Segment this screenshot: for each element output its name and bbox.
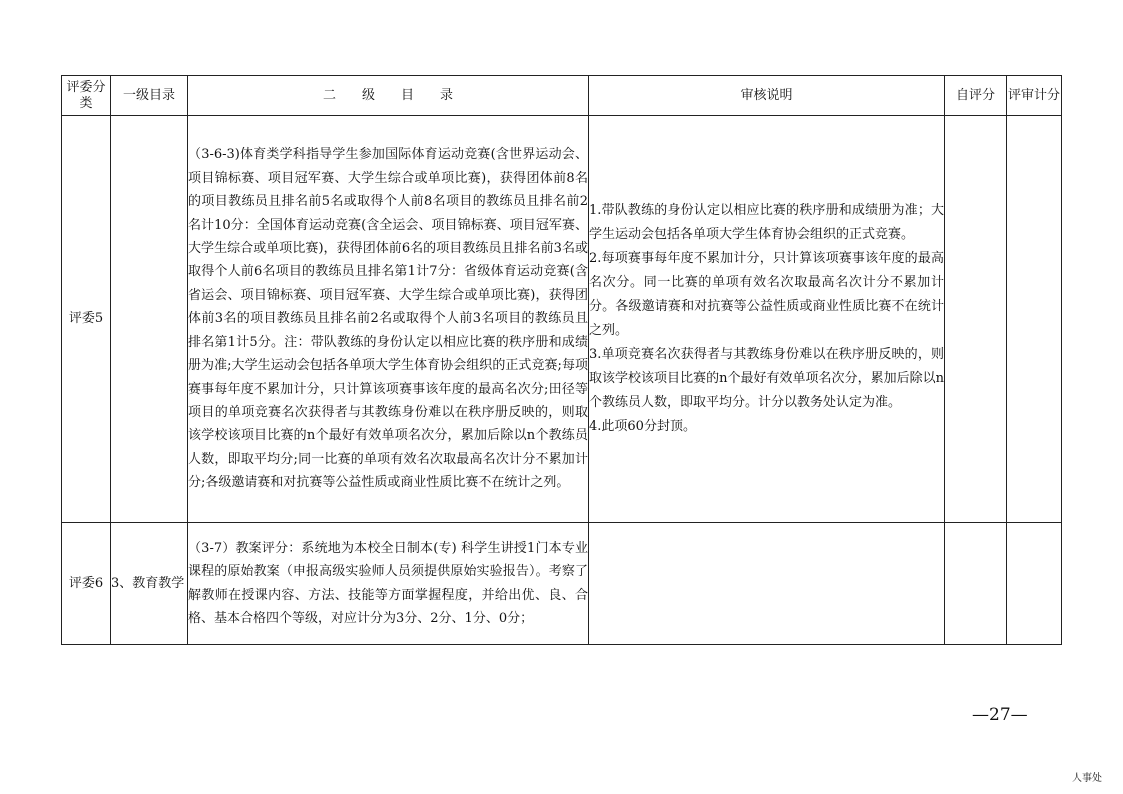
- review-item: 2.每项赛事每年度不累加计分，只计算该项赛事该年度的最高名次分。同一比赛的单项有效名次取最高名次计分不累加计分。各级邀请赛和对抗赛等公益性质或商业性质比赛不在统计之列。: [589, 251, 944, 338]
- self-score-cell[interactable]: [945, 116, 1007, 523]
- review-score-cell[interactable]: [1007, 523, 1062, 645]
- review-item: 3.单项竞赛名次获得者与其教练身份难以在秩序册反映的，则取该学校该项目比赛的n个最好有效单项名次分，累加后除以n个教练员人数，即取平均分。计分以教务处认定为准。: [589, 347, 944, 410]
- header-level1: 一级目录: [111, 76, 188, 116]
- level1-cell: [111, 116, 188, 523]
- header-review-score: 评审计分: [1007, 76, 1062, 116]
- review-cell: [589, 116, 945, 523]
- self-score-cell[interactable]: [945, 523, 1007, 645]
- evaluation-table: [61, 75, 1062, 645]
- header-review: 审核说明: [589, 76, 945, 116]
- review-cell: [589, 523, 945, 645]
- header-self-score: 自评分: [945, 76, 1007, 116]
- review-item: 1.带队教练的身份认定以相应比赛的秩序册和成绩册为准；大学生运动会包括各单项大学生体育协会组织的正式竞赛。: [589, 203, 944, 242]
- category-cell: 评委6: [62, 523, 111, 645]
- table-row: [62, 116, 1062, 523]
- level1-cell: 3、教育教学: [111, 523, 188, 645]
- header-category: 评委分类: [62, 76, 111, 116]
- footer-mark: 人事处: [1072, 773, 1102, 784]
- table-row: [62, 523, 1062, 645]
- review-score-cell[interactable]: [1007, 116, 1062, 523]
- review-item: 4.此项60分封顶。: [589, 419, 696, 434]
- category-cell: 评委5: [62, 116, 111, 523]
- level2-cell: （3-7）教案评分：系统地为本校全日制本(专) 科学生讲授1门本专业课程的原始教案（申报高级实验师人员须提供原始实验报告）。考察了解教师在授课内容、方法、技能等方面掌握程度，并给出优、良、合格、基本合格四个等级，对应计分为3分、2分、1分、0分；: [188, 523, 589, 645]
- header-level2: 二 级 目 录: [188, 76, 589, 116]
- page-number: —27—: [972, 705, 1028, 725]
- level2-cell: （3-6-3)体育类学科指导学生参加国际体育运动竞赛(含世界运动会、项目锦标赛、项目冠军赛、大学生综合或单项比赛)，获得团体前8名的项目教练员且排名前5名或取得个人前8名项目的教练员且排名前2名计10分：全国体育运动竞赛(含全运会、项目锦标赛、项目冠军赛、大学生综合或单项比赛)，获得团体前6名的项目教练员且排名前3名或取得个人前6名项目的教练员且排名第1计7分：省级体育运动竞赛(含省运会、项目锦标赛、项目冠军赛、大学生综合或单项比赛)，获得团体前3名的项目教练员且排名前2名或取得个人前3名项目的教练员且排名第1计5分。注：带队教练的身份认定以相应比赛的秩序册和成绩册为准;大学生运动会包括各单项大学生体育协会组织的正式竞赛;每项赛事每年度不累加计分，只计算该项赛事该年度的最高名次分;田径等项目的单项竞赛名次获得者与其教练身份难以在秩序册反映的，则取该学校该项目比赛的n个最好有效单项名次分，累加后除以n个教练员人数，即取平均分;同一比赛的单项有效名次取最高名次计分不累加计分;各级邀请赛和对抗赛等公益性质或商业性质比赛不在统计之列。: [188, 116, 589, 523]
- header-row: [62, 76, 1062, 116]
